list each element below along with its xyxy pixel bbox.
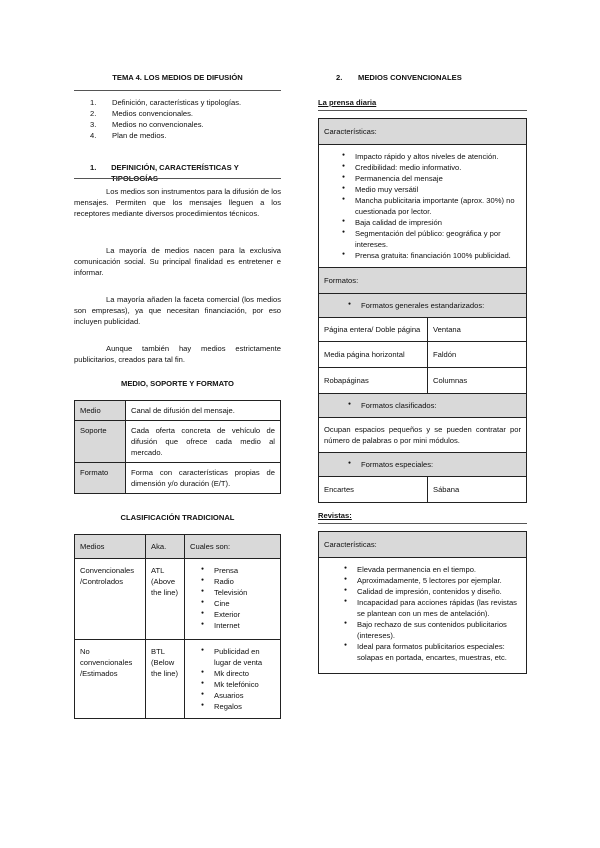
table-header: Aka.	[146, 535, 185, 559]
list-item: ● Regalos	[196, 701, 275, 712]
index-item: 4. Plan de medios.	[90, 131, 167, 140]
table-row	[319, 145, 527, 268]
list-item: ● Prensa	[196, 565, 275, 576]
table-title-medio-soporte: MEDIO, SOPORTE Y FORMATO	[121, 379, 234, 388]
list-item: ● Asuarios	[196, 690, 275, 701]
medios-list	[190, 565, 275, 631]
table-subheader-row	[319, 294, 527, 318]
list-item: ● Mk telefónico	[196, 679, 275, 690]
table-header-row	[319, 119, 527, 145]
subheader-bullet	[343, 400, 521, 411]
table-header-row	[319, 268, 527, 294]
table-cell: Faldón	[428, 342, 527, 368]
paragraph: Aunque también hay medios estrictamente publicitarios, creados para tal fin.	[74, 344, 281, 364]
table-cell: Ocupan espacios pequeños y se pueden contratar por número de palabras o por mini módulos.	[319, 418, 527, 453]
topic-index	[90, 97, 280, 141]
list-item: ● Exterior	[196, 609, 275, 620]
list-item: ● Incapacidad para acciones rápidas (las revistas se plantean con un mes de antelación).	[339, 597, 520, 619]
list-item: ● Prensa gratuita: financiación 100% publicidad.	[337, 250, 520, 261]
prensa-divider	[318, 110, 527, 111]
list-item: ● Baja calidad de impresión	[337, 217, 520, 228]
table-subheader-row	[319, 394, 527, 418]
index-item: 2. Medios convencionales.	[90, 109, 194, 118]
table-cell: Medio	[75, 401, 126, 421]
table-cell: Formato	[75, 463, 126, 494]
table-cell	[319, 145, 527, 268]
table-row	[75, 421, 281, 463]
table-cell: Robapáginas	[319, 368, 428, 394]
table-cell: Convencionales /Controlados	[75, 559, 146, 640]
table-cell: Encartes	[319, 477, 428, 503]
table-cell: Soporte	[75, 421, 126, 463]
list-item: ● Permanencia del mensaje	[337, 173, 520, 184]
table-header: Características:	[319, 119, 527, 145]
table-subheader	[319, 453, 527, 477]
subheader-label: ● Formatos generales estandarizados:	[343, 300, 521, 311]
clasificacion-table	[74, 534, 281, 719]
list-item: ● Publicidad en lugar de venta	[196, 646, 275, 668]
table-cell: Forma con características propias de dimensión y/o duración (E/T).	[126, 463, 281, 494]
list-item: ● Medio muy versátil	[337, 184, 520, 195]
table-cell	[185, 640, 281, 719]
list-item: ● Aproximadamente, 5 lectores por ejemplar.	[339, 575, 520, 586]
table-row	[319, 318, 527, 342]
table-title-clasificacion: CLASIFICACIÓN TRADICIONAL	[120, 513, 235, 522]
section-heading-2: 2. MEDIOS CONVENCIONALES	[336, 73, 462, 82]
table-subheader	[319, 394, 527, 418]
subheader-label: ● Formatos especiales:	[343, 459, 521, 470]
subheader-bullet	[343, 300, 521, 311]
revistas-table	[318, 531, 527, 674]
table-cell: Canal de difusión del mensaje.	[126, 401, 281, 421]
table-header: Formatos:	[319, 268, 527, 294]
medio-soporte-formato-table	[74, 400, 281, 494]
list-item: ● Ideal para formatos publicitarios especiales: solapas en portada, encartes, muestras, etc.	[339, 641, 520, 663]
section-heading-1: 1. DEFINICIÓN, CARACTERÍSTICAS Y TIPOLOGÍAS	[90, 163, 239, 183]
list-item: ● Segmentación del público: geográfica y por intereses.	[337, 228, 520, 250]
table-cell: Columnas	[428, 368, 527, 394]
list-item: ● Impacto rápido y altos niveles de atención.	[337, 151, 520, 162]
index-item: 1. Definición, características y tipologías.	[90, 98, 242, 107]
revistas-divider	[318, 523, 527, 524]
table-row	[75, 640, 281, 719]
index-item: 3. Medios no convencionales.	[90, 120, 204, 129]
table-row	[319, 558, 527, 674]
title-divider	[74, 90, 281, 91]
section-divider	[74, 178, 281, 179]
subheader-bullet	[343, 459, 521, 470]
table-row	[75, 401, 281, 421]
table-cell: Cada oferta concreta de vehículo de difusión que ofrece cada medio al mercado.	[126, 421, 281, 463]
list-item: ● Televisión	[196, 587, 275, 598]
list-item: ● Internet	[196, 620, 275, 631]
table-row	[75, 463, 281, 494]
table-row	[319, 342, 527, 368]
paragraph: Los medios son instrumentos para la difusión de los mensajes. Permiten que los mensajes lleguen a los receptores mediante diversos procedimientos técnicos.	[74, 187, 281, 218]
table-subheader	[319, 294, 527, 318]
list-item: ● Mancha publicitaria importante (aprox. 30%) no cuestionada por lector.	[337, 195, 520, 217]
table-header: Cuales son:	[185, 535, 281, 559]
table-row	[319, 418, 527, 453]
medios-list	[190, 646, 275, 712]
paragraph: La mayoría añaden la faceta comercial (los medios son empresas), ya que necesitan financiación, por eso incluyen publicidad.	[74, 295, 281, 326]
table-row	[319, 368, 527, 394]
revistas-caracteristicas-list	[339, 564, 520, 663]
table-row	[75, 559, 281, 640]
table-cell	[185, 559, 281, 640]
table-cell: Sábana	[428, 477, 527, 503]
paragraph: La mayoría de medios nacen para la exclusiva comunicación social. Su principal finalidad es entretener e informar.	[74, 246, 281, 277]
table-cell: ATL (Above the line)	[146, 559, 185, 640]
table-row	[319, 477, 527, 503]
list-item: ● Radio	[196, 576, 275, 587]
prensa-label: La prensa diaria	[318, 98, 377, 107]
table-cell: BTL (Below the line)	[146, 640, 185, 719]
table-header: Características:	[319, 532, 527, 558]
revistas-label: Revistas:	[318, 511, 352, 520]
table-header: Medios	[75, 535, 146, 559]
list-item: ● Calidad de impresión, contenidos y diseño.	[339, 586, 520, 597]
subheader-label: ● Formatos clasificados:	[343, 400, 521, 411]
list-item: ● Credibilidad: medio informativo.	[337, 162, 520, 173]
list-item: ● Bajo rechazo de sus contenidos publicitarios (intereses).	[339, 619, 520, 641]
table-header-row	[319, 532, 527, 558]
prensa-table	[318, 118, 527, 503]
prensa-caracteristicas-list	[337, 151, 520, 261]
table-cell	[319, 558, 527, 674]
table-header-row	[75, 535, 281, 559]
table-cell: Media página horizontal	[319, 342, 428, 368]
list-item: ● Cine	[196, 598, 275, 609]
table-cell: Página entera/ Doble página	[319, 318, 428, 342]
table-cell: No convencionales /Estimados	[75, 640, 146, 719]
table-subheader-row	[319, 453, 527, 477]
list-item: ● Mk directo	[196, 668, 275, 679]
page-title: TEMA 4. LOS MEDIOS DE DIFUSIÓN	[112, 73, 243, 82]
list-item: ● Elevada permanencia en el tiempo.	[339, 564, 520, 575]
table-cell: Ventana	[428, 318, 527, 342]
